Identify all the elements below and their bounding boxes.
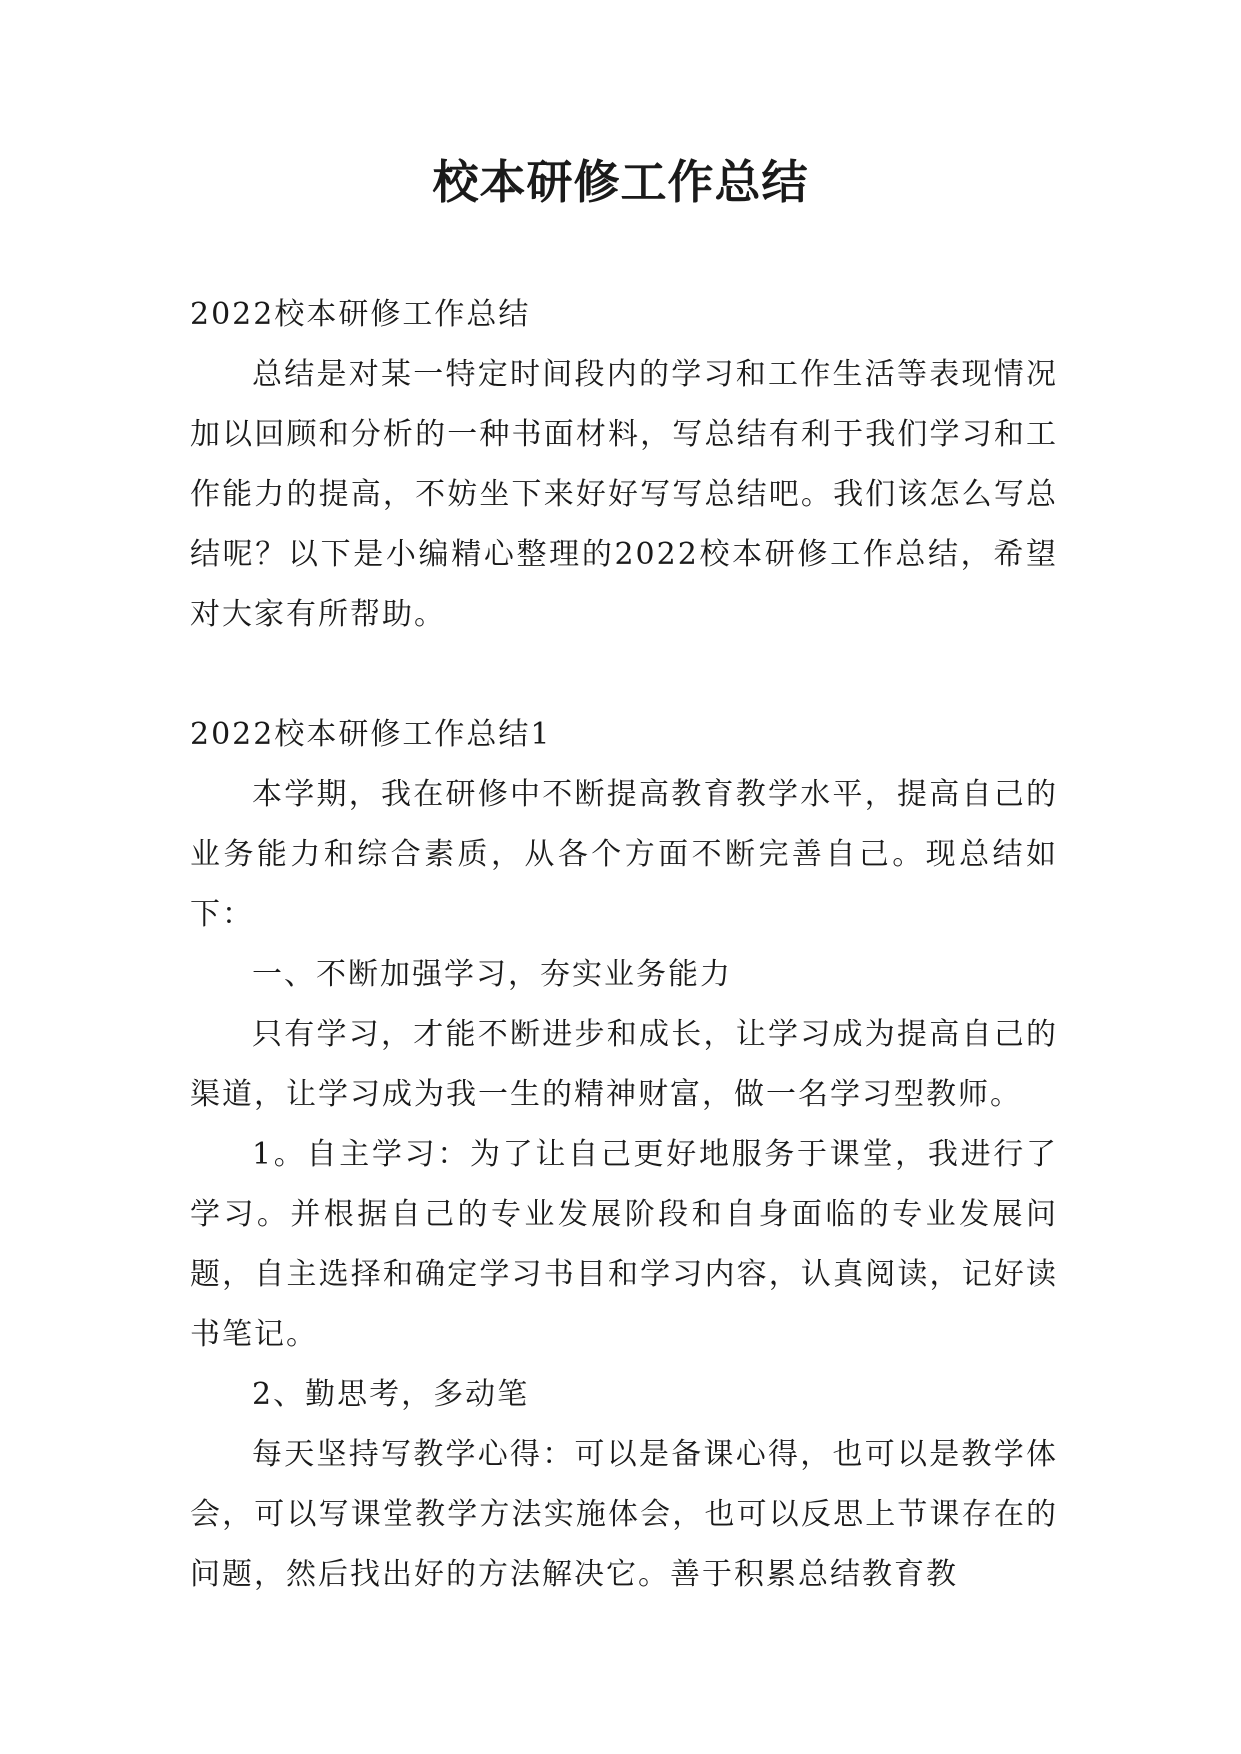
section-1-heading-1: 一、不断加强学习，夯实业务能力 bbox=[252, 957, 732, 992]
section-1-paragraph-2: 只有学习，才能不断进步和成长，让学习成为提高自己的渠道，让学习成为我一生的精神财富，做一名学习型教师。 bbox=[190, 1017, 1058, 1112]
section-1-paragraph-4: 每天坚持写教学心得：可以是备课心得，也可以是教学体会，可以写课堂教学方法实施体会，也可以反思上节课存在的问题，然后找出好的方法解决它。善于积累总结教育教 bbox=[190, 1437, 1058, 1592]
intro-paragraph: 总结是对某一特定时间段内的学习和工作生活等表现情况加以回顾和分析的一种书面材料，写总结有利于我们学习和工作能力的提高，不妨坐下来好好写写总结吧。我们该怎么写总结呢？以下是小编精心整理的2022校本研修工作总结，希望对大家有所帮助。 bbox=[190, 357, 1058, 632]
section-1-paragraph-1: 本学期，我在研修中不断提高教育教学水平，提高自己的业务能力和综合素质，从各个方面不断完善自己。现总结如下： bbox=[190, 777, 1058, 932]
section-1-paragraph-3: 1。自主学习：为了让自己更好地服务于课堂，我进行了学习。并根据自己的专业发展阶段和自身面临的专业发展问题，自主选择和确定学习书目和学习内容，认真阅读，记好读书笔记。 bbox=[190, 1137, 1058, 1352]
section-1-heading-2: 2、勤思考，多动笔 bbox=[252, 1377, 530, 1412]
section-1-title: 2022校本研修工作总结1 bbox=[190, 717, 552, 752]
document-title: 校本研修工作总结 bbox=[432, 155, 809, 209]
subtitle: 2022校本研修工作总结 bbox=[190, 297, 531, 332]
document-body bbox=[190, 285, 1058, 1605]
section-gap bbox=[190, 645, 1058, 705]
